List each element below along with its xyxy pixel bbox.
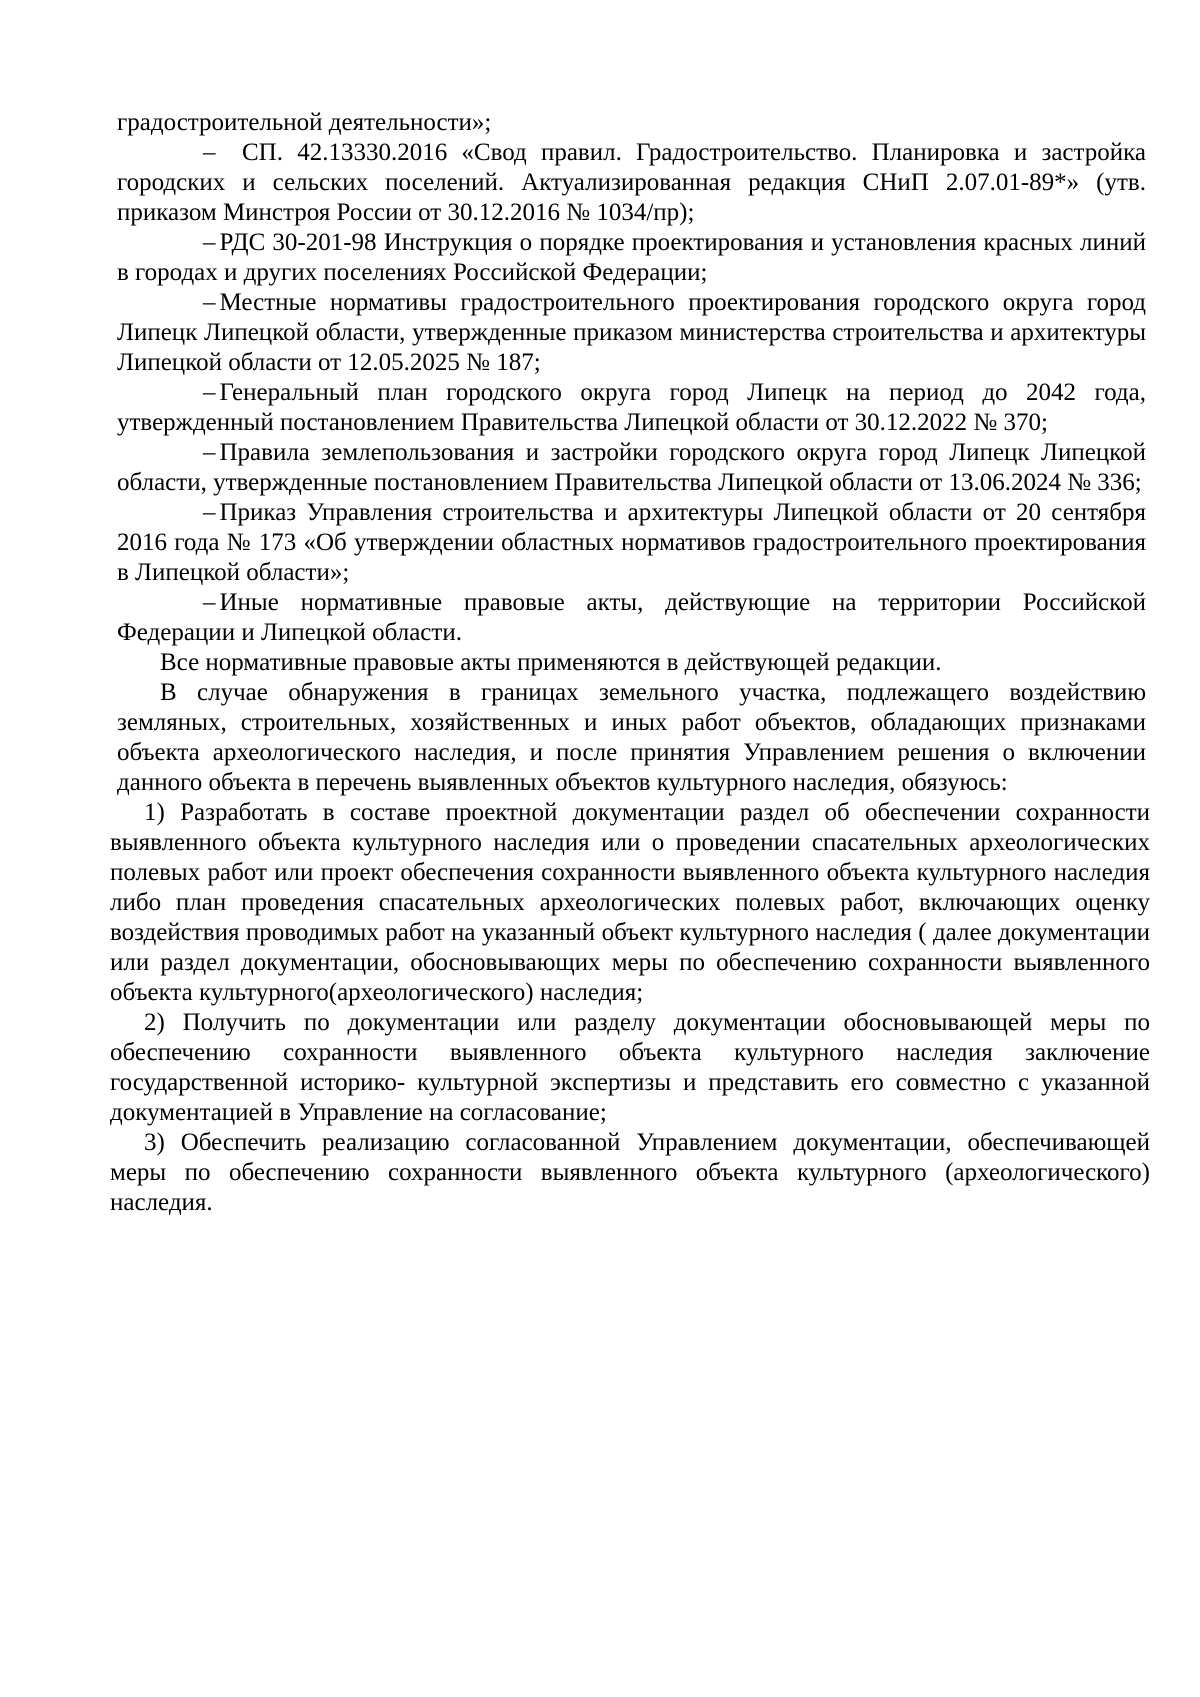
list-item-general-plan	[117, 378, 1146, 438]
list-item-local-norms	[117, 288, 1146, 378]
obligation-item-2: 2) Получить по документации или разделу документации обосновывающей меры по обеспечению сохранности выявленного объекта культурного наследия заключение государственной историко- культурной экспертизы и представить его совместно с указанной документацией в Управление на согласование;	[110, 1009, 1150, 1126]
list-dash: –	[203, 229, 216, 256]
list-item-order-173	[117, 498, 1146, 588]
list-dash: –	[203, 589, 216, 616]
obligation-intro: В случае обнаружения в границах земельного участка, подлежащего воздействию земляных, строительных, хозяйственных и иных работ объектов, обладающих признаками объекта археологического наследия, и после принятия Управлением решения о включении данного объекта в перечень выявленных объектов культурного наследия, обязуюсь:	[117, 679, 1146, 796]
list-dash: –	[203, 439, 216, 466]
list-dash: –	[203, 289, 216, 316]
list-dash: –	[203, 379, 216, 406]
list-item-sp-42	[117, 138, 1146, 228]
list-item-rds	[117, 228, 1146, 288]
list-dash: –	[203, 499, 216, 526]
intro-fragment: градостроительной деятельности»;	[117, 109, 492, 136]
list-item-text: Иные нормативные правовые акты, действующие на территории Российской Федерации и Липецкой области.	[117, 589, 1146, 646]
obligation-item-3: 3) Обеспечить реализацию согласованной Управлением документации, обеспечивающей меры по обеспечению сохранности выявленного объекта культурного (археологического) наследия.	[110, 1129, 1150, 1216]
list-item-other-acts	[117, 588, 1146, 648]
list-item-text: Правила землепользования и застройки городского округа город Липецк Липецкой области, утвержденные постановлением Правительства Липецкой области от 13.06.2024 № 336;	[117, 439, 1146, 496]
document-page	[110, 108, 1150, 1218]
list-item-land-use-rules	[117, 438, 1146, 498]
list-item-text: Приказ Управления строительства и архитектуры Липецкой области от 20 сентября 2016 года № 173 «Об утверждении областных нормативов градостроительного проектирования в Липецкой области»;	[117, 499, 1146, 586]
list-item-text: Местные нормативы градостроительного проектирования городского округа город Липецк Липецкой области, утвержденные приказом министерства строительства и архитектуры Липецкой области от 12.05.2025 № 187;	[117, 289, 1146, 376]
edition-note: Все нормативные правовые акты применяются в действующей редакции.	[160, 649, 942, 676]
list-dash: –	[203, 139, 216, 166]
list-item-text: РДС 30-201-98 Инструкция о порядке проектирования и установления красных линий в городах и других поселениях Российской Федерации;	[117, 229, 1146, 286]
obligation-item-1: 1) Разработать в составе проектной документации раздел об обеспечении сохранности выявленного объекта культурного наследия или о проведении спасательных археологических полевых работ или проект обеспечения сохранности выявленного объекта культурного наследия либо план проведения спасательных археологических полевых работ, включающих оценку воздействия проводимых работ на указанный объект культурного наследия ( далее документации или раздел документации, обосновывающих меры по обеспечению сохранности выявленного объекта культурного(археологического) наследия;	[110, 799, 1150, 1006]
list-item-text: Генеральный план городского округа город Липецк на период до 2042 года, утвержденный постановлением Правительства Липецкой области от 30.12.2022 № 370;	[117, 379, 1146, 436]
obligations-list	[110, 798, 1150, 1218]
list-item-text: СП. 42.13330.2016 «Свод правил. Градостроительство. Планировка и застройка городских и сельских поселений. Актуализированная редакция СНиП 2.07.01-89*» (утв. приказом Минстроя России от 30.12.2016 № 1034/пр);	[117, 139, 1146, 226]
